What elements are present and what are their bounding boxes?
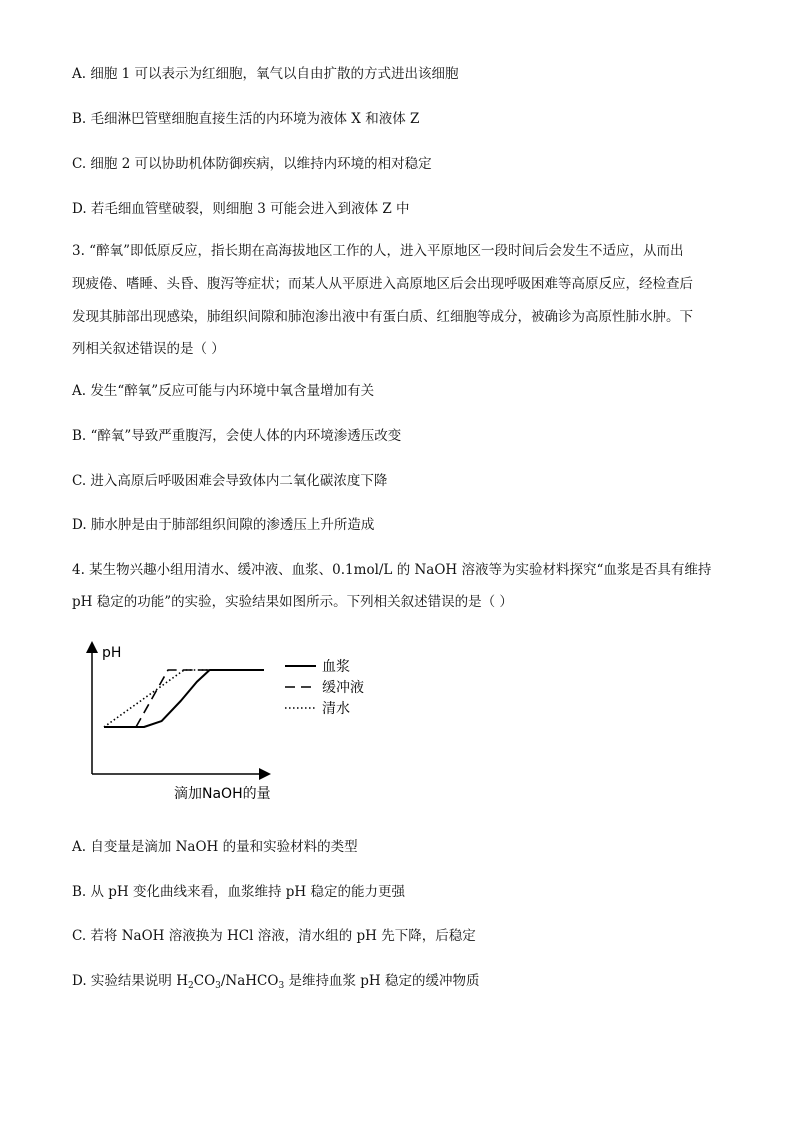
q2-option-b: B. 毛细淋巴管壁细胞直接生活的内环境为液体 X 和液体 Z <box>72 111 420 127</box>
q3-stem-line-2: 现疲倦、嗜睡、头昏、腹泻等症状；而某人从平原进入高原地区后会出现呼吸困难等高原反应，经检查后 <box>72 276 693 292</box>
q4-option-d-sub1: 2 <box>188 981 194 991</box>
ph-chart <box>72 640 392 810</box>
q4-option-d <box>72 971 480 996</box>
q3-stem-line-1: 3. “醉氧”即低原反应，指长期在高海拔地区工作的人，进入平原地区一段时间后会发生不适应，从而出 <box>72 243 684 259</box>
q4-option-d-sub3: 3 <box>278 981 285 991</box>
q4-option-b: B. 从 pH 变化曲线来看，血浆维持 pH 稳定的能力更强 <box>72 884 405 900</box>
q4-option-d-mid1: CO <box>193 973 216 989</box>
q4-option-d-mid2: /NaHCO <box>220 973 279 989</box>
q4-stem-line-2: pH 稳定的功能”的实验，实验结果如图所示。下列相关叙述错误的是（ ） <box>72 594 513 610</box>
q2-option-d: D. 若毛细血管壁破裂，则细胞 3 可能会进入到液体 Z 中 <box>72 201 410 217</box>
series-layer <box>104 670 264 727</box>
y-axis-label: pH <box>102 645 122 661</box>
q3-stem-line-3: 发现其肺部出现感染，肺组织间隙和肺泡渗出液中有蛋白质、红细胞等成分，被确诊为高原性肺水肿。下 <box>72 309 693 325</box>
q3-option-d: D. 肺水肿是由于肺部组织间隙的渗透压上升所造成 <box>72 517 375 533</box>
series-line-1 <box>104 670 264 727</box>
q2-option-c: C. 细胞 2 可以协助机体防御疾病，以维持内环境的相对稳定 <box>72 156 432 172</box>
q3-option-a: A. 发生“醉氧”反应可能与内环境中氧含量增加有关 <box>72 383 375 399</box>
legend-label-1: 血浆 <box>322 659 350 675</box>
ph-chart-svg <box>72 640 392 810</box>
q4-option-a: A. 自变量是滴加 NaOH 的量和实验材料的类型 <box>72 839 358 855</box>
legend-label-2: 缓冲液 <box>322 680 364 696</box>
q3-option-b: B. “醉氧”导致严重腹泻，会使人体的内环境渗透压改变 <box>72 428 402 444</box>
q4-option-d-sub2: 3 <box>215 981 221 991</box>
legend <box>285 658 364 717</box>
q4-option-d-suffix: 是维持血浆 pH 稳定的缓冲物质 <box>284 973 480 989</box>
x-axis-label: 滴加NaOH的量 <box>174 786 271 802</box>
q4-stem-line-1: 4. 某生物兴趣小组用清水、缓冲液、血浆、0.1mol/L 的 NaOH 溶液等为实验材料探究“血浆是否具有维持 <box>72 562 712 578</box>
q3-stem-line-4: 列相关叙述错误的是（ ） <box>72 341 225 357</box>
q4-option-d-prefix: D. 实验结果说明 H <box>72 973 188 989</box>
q4-option-c: C. 若将 NaOH 溶液换为 HCl 溶液，清水组的 pH 先下降，后稳定 <box>72 928 476 944</box>
q2-option-a: A. 细胞 1 可以表示为红细胞，氧气以自由扩散的方式进出该细胞 <box>72 66 459 82</box>
q3-option-c: C. 进入高原后呼吸困难会导致体内二氧化碳浓度下降 <box>72 473 388 489</box>
legend-label-3: 清水 <box>322 701 350 717</box>
